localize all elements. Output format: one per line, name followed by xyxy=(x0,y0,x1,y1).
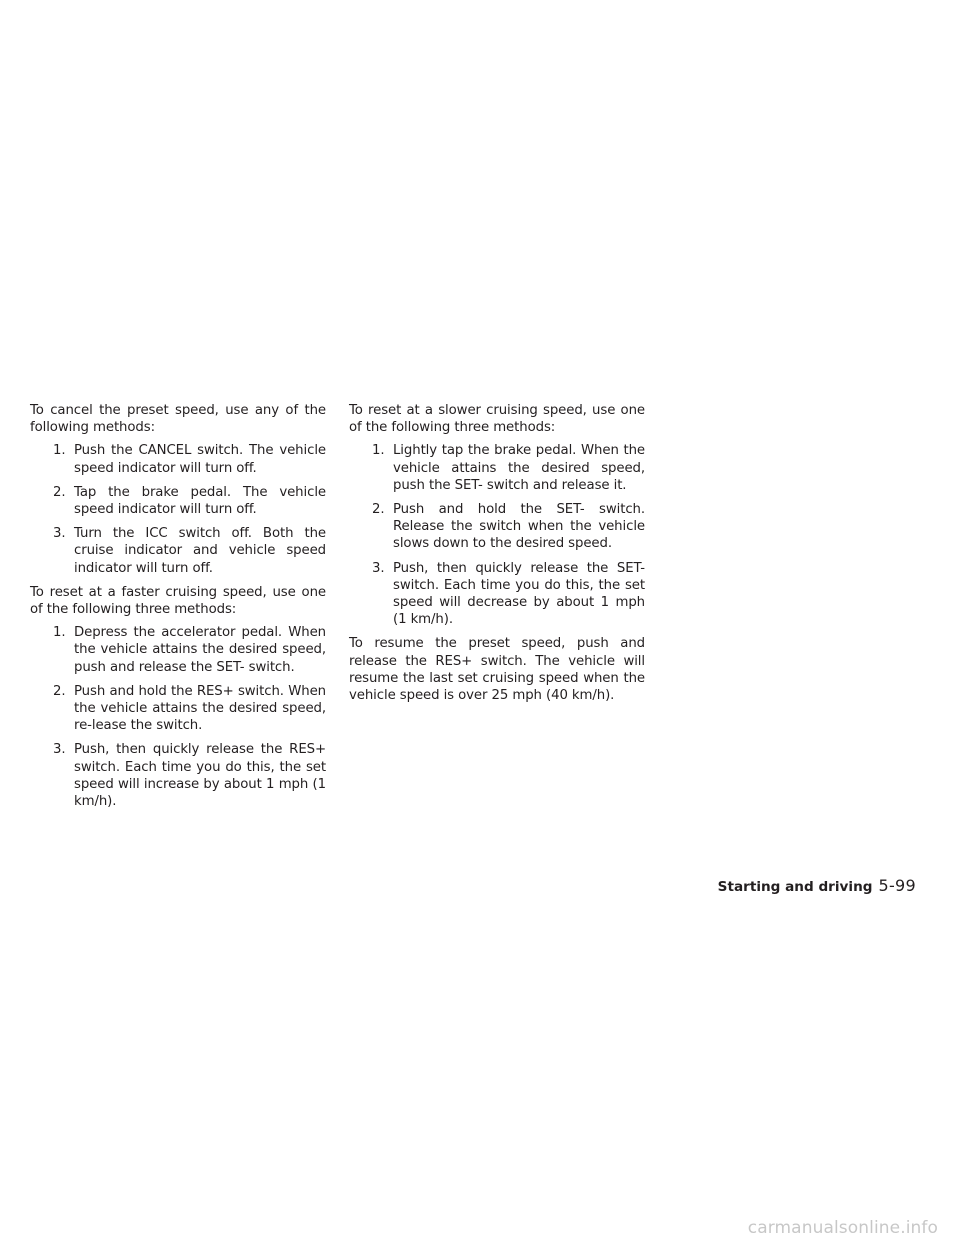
step-number: 3. xyxy=(372,560,385,576)
slower-intro: To reset at a slower cruising speed, use one of the following three methods: xyxy=(349,403,645,436)
page-footer xyxy=(718,876,916,897)
faster-steps-list xyxy=(30,624,326,810)
step-number: 2. xyxy=(372,502,385,518)
step-number: 2. xyxy=(53,484,66,500)
step-text: Turn the ICC switch off. Both the cruise indicator and vehicle speed indicator will turn off. xyxy=(74,526,326,576)
step-number: 2. xyxy=(53,683,66,699)
list-item xyxy=(30,442,326,476)
cancel-intro: To cancel the preset speed, use any of the following methods: xyxy=(30,403,326,436)
section-title: Starting and driving xyxy=(717,879,873,895)
step-text: Depress the accelerator pedal. When the vehicle attains the desired speed, push and release the SET- switch. xyxy=(74,625,326,675)
list-item xyxy=(349,501,645,553)
list-item xyxy=(30,683,326,735)
step-text: Push, then quickly release the RES+ switch. Each time you do this, the set speed will increase by about 1 mph (1 km/h). xyxy=(74,742,326,810)
step-number: 1. xyxy=(53,625,66,641)
step-text: Lightly tap the brake pedal. When the vehicle attains the desired speed, push the SET- switch and release it. xyxy=(393,443,645,493)
step-number: 3. xyxy=(53,526,66,542)
step-text: Push and hold the SET- switch. Release the switch when the vehicle slows down to the desired speed. xyxy=(393,502,645,552)
page-number: 5-99 xyxy=(878,876,916,895)
left-column xyxy=(30,402,326,817)
watermark: carmanualsonline.info xyxy=(747,1218,938,1238)
step-text: Tap the brake pedal. The vehicle speed indicator will turn off. xyxy=(74,484,326,518)
list-item xyxy=(30,484,326,518)
list-item xyxy=(30,624,326,676)
step-text: Push and hold the RES+ switch. When the vehicle attains the desired speed, re-lease the switch. xyxy=(74,683,326,734)
step-number: 1. xyxy=(372,443,385,459)
list-item xyxy=(349,442,645,494)
list-item xyxy=(30,525,326,577)
resume-paragraph: To resume the preset speed, push and release the RES+ switch. The vehicle will resume the last set cruising speed when the vehicle speed is over 25 mph (40 km/h). xyxy=(349,636,645,704)
list-item xyxy=(30,741,326,810)
right-column xyxy=(349,402,645,710)
cancel-steps-list xyxy=(30,442,326,576)
step-number: 3. xyxy=(53,742,66,758)
step-text: Push, then quickly release the SET- switch. Each time you do this, the set speed will decrease by about 1 mph (1 km/h). xyxy=(393,560,645,628)
faster-intro: To reset at a faster cruising speed, use one of the following three methods: xyxy=(30,584,326,618)
slower-steps-list xyxy=(349,442,645,628)
step-number: 1. xyxy=(53,443,66,459)
step-text: Push the CANCEL switch. The vehicle speed indicator will turn off. xyxy=(74,443,326,476)
list-item xyxy=(349,560,645,629)
